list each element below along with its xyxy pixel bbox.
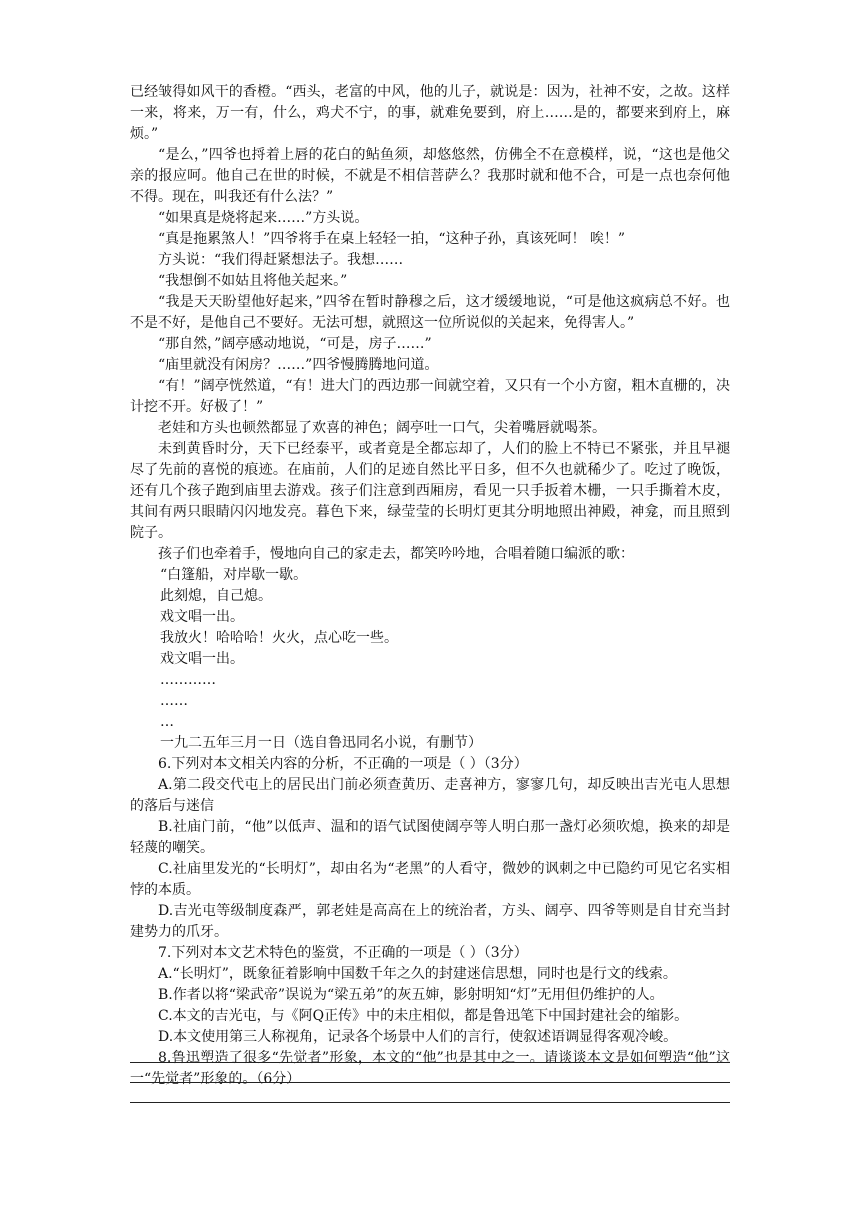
option-7d: D.本文使用第三人称视角，记录各个场景中人们的言行，使叙述语调显得客观冷峻。 (158, 1029, 678, 1045)
verse-line: … (160, 714, 174, 730)
verse-line: …… (160, 693, 188, 709)
paragraph: 孩子们也牵着手，慢地向自己的家走去，都笑吟吟地，合唱着随口编派的歌： (158, 546, 634, 562)
paragraph: “庙里就没有闲房？……”四爷慢腾腾地问道。 (158, 357, 439, 373)
document-body (130, 82, 730, 1090)
option-7c: C.本文的吉光屯，与《阿Q正传》中的未庄相似，都是鲁迅笔下中国封建社会的缩影。 (158, 1008, 689, 1024)
question-6: 6.下列对本文相关内容的分析，不正确的一项是（ ）（3分） (158, 756, 528, 772)
paragraph: 老娃和方头也顿然都显了欢喜的神色；阔亭吐一口气，尖着嘴唇就喝茶。 (158, 420, 606, 436)
paragraph: “如果真是烧将起来……”方头说。 (158, 210, 369, 226)
paragraph: 方头说：“我们得赶紧想法子。我想…… (158, 252, 404, 268)
answer-line[interactable] (130, 1082, 730, 1083)
question-section (130, 754, 730, 1090)
verse-line: 戏文唱一出。 (160, 651, 244, 667)
answer-line[interactable] (130, 1062, 730, 1063)
answer-line[interactable] (130, 1102, 730, 1103)
option-6b: B.社庙门前，“他”以低声、温和的语气试图使阔亭等人明白那一盏灯必须吹熄，换来的却是轻蔑的嘲笑。 (130, 819, 730, 856)
verse-line: 我放火！哈哈哈！火火，点心吃一些。 (160, 630, 398, 646)
paragraph: “那自然，”阔亭感动地说，“可是，房子……” (158, 336, 432, 352)
verse-line: 戏文唱一出。 (160, 609, 244, 625)
question-7: 7.下列对本文艺术特色的鉴赏，不正确的一项是（ ）（3分） (158, 945, 528, 961)
option-7a: A.“长明灯”，既象征着影响中国数千年之久的封建迷信思想，同时也是行文的线索。 (158, 966, 677, 982)
source-note: 一九二五年三月一日（选自鲁迅同名小说，有删节） (160, 735, 482, 751)
question-8: 8.鲁迅塑造了很多“先觉者”形象，本文的“他”也是其中之一。请谈谈本文是如何塑造“他”这一“先觉者”形象的。（6分） (130, 1050, 730, 1087)
verse-line: ………… (160, 672, 216, 688)
option-6a: A.第二段交代屯上的居民出门前必须查黄历、走喜神方，寥寥几句，却反映出吉光屯人思想的落后与迷信 (130, 777, 730, 814)
option-7b: B.作者以将“梁武帝”误说为“梁五弟”的灰五婶，影射明知“灯”无用但仍维护的人。 (158, 987, 664, 1003)
verse-line: “白篷船，对岸歇一歇。 (160, 567, 308, 583)
paragraph: 已经皱得如风干的香橙。“西头，老富的中风，他的儿子，就说是：因为，社神不安，之故。这样一来，将来，万一有，什么，鸡犬不宁，的事，就难免要到，府上……是的，都要来到府上，麻烦。” (130, 84, 730, 142)
option-6d: D.吉光屯等级制度森严，郭老娃是高高在上的统治者，方头、阔亭、四爷等则是自甘充当封建势力的爪牙。 (130, 903, 730, 940)
paragraph: 未到黄昏时分，天下已经泰平，或者竟是全都忘却了，人们的脸上不特已不紧张，并且早褪尽了先前的喜悦的痕迹。在庙前，人们的足迹自然比平日多，但不久也就稀少了。吃过了晚饭，还有几个孩子跑到庙里去游戏。孩子们注意到西厢房，看见一只手扳着木栅，一只手撕着木皮，其间有两只眼睛闪闪地发亮。暮色下来，绿莹莹的长明灯更其分明地照出神殿，神龛，而且照到院子。 (130, 441, 730, 541)
paragraph: “我是天天盼望他好起来，”四爷在暂时静穆之后，这才缓缓地说，“可是他这疯病总不好。也不是不好，是他自己不要好。无法可想，就照这一位所说似的关起来，免得害人。” (130, 294, 730, 331)
paragraph: “有！”阔亭恍然道，“有！进大门的西边那一间就空着，又只有一个小方窗，粗木直栅的，决计挖不开。好极了！” (130, 378, 730, 415)
paragraph: “是么，”四爷也捋着上唇的花白的鲇鱼须，却悠悠然，仿佛全不在意模样，说，“这也是他父亲的报应呵。他自己在世的时候，不就是不相信菩萨么？我那时就和他不合，可是一点也奈何他不得。现在，叫我还有什么法？” (130, 147, 730, 205)
option-6c: C.社庙里发光的“长明灯”，却由名为“老黑”的人看守，微妙的讽刺之中已隐约可见它名实相悖的本质。 (130, 861, 730, 898)
paragraph: “真是拖累煞人！”四爷将手在桌上轻轻一拍，“这种子孙，真该死呵！ 唉！” (158, 231, 626, 247)
paragraph: “我想倒不如姑且将他关起来。” (158, 273, 348, 289)
song-verse (130, 565, 730, 754)
verse-line: 此刻熄，自己熄。 (160, 588, 272, 604)
answer-area[interactable] (130, 1062, 730, 1122)
